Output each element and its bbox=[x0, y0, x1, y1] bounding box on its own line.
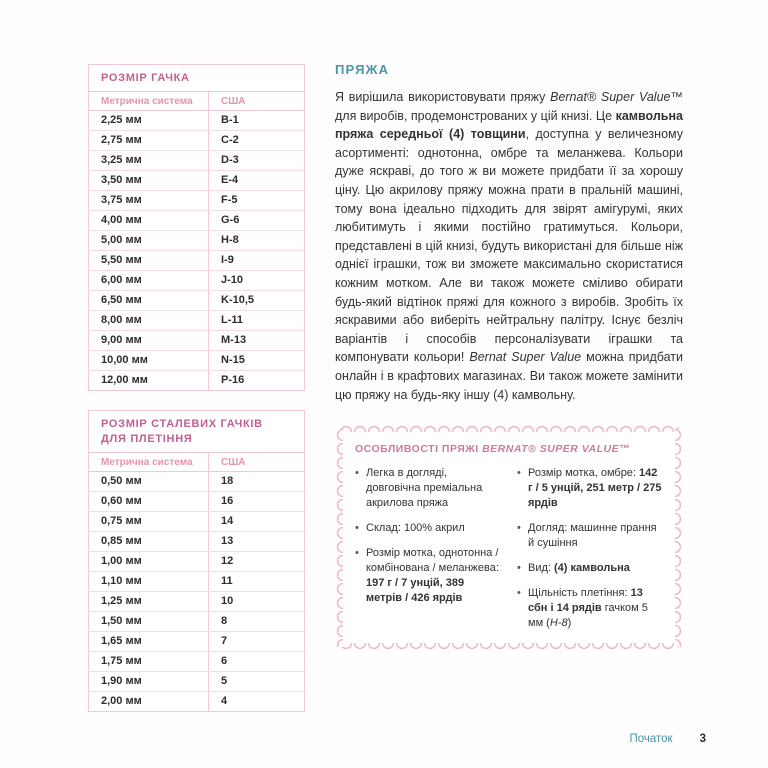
yarn-paragraph: Я вирішила використовувати пряжу Bernat® Super Value™ для виробів, продемонстрованих у цій книзі. Це камвольна пряжа середньої (4) товщини, доступна у величезному асортименті: однотонна, омбре та меланжева. Кольори дуже яскраві, до того ж ви можете придбати її за хорошу ціну. Цю акрилову пряжу можна прати в пральній машині, тому вона ідеально підходить для звірят амігурумі, яких любитимуть і якими постійно гратимуться. Кольори, представлені в цій книзі, будуть використані для більше ніж однієї іграшки, тож ви зможете максимально скористатися кожним мотком. Але ви також можете сміливо обирати будь-який відтінок пряжі для кожного з виробів. Зробіть їх яскравими або виберіть нейтральну палітру. Існує безліч варіантів і способів персоналізувати іграшки та компонувати кольори! Bernat Super Value можна придбати онлайн і в крафтових магазинах. Ви також можете замінити цю пряжу на будь-яку іншу (4) камвольну. bbox=[335, 90, 684, 402]
table-row bbox=[89, 250, 305, 270]
table-row bbox=[89, 671, 305, 691]
table-row bbox=[89, 210, 305, 230]
table-cell: H-8 bbox=[209, 230, 305, 250]
table-cell: 2,75 мм bbox=[89, 130, 209, 150]
table-row bbox=[89, 330, 305, 350]
table-row bbox=[89, 230, 305, 250]
column-header-us: США bbox=[209, 91, 305, 110]
table-cell: 1,10 мм bbox=[89, 571, 209, 591]
table-row bbox=[89, 591, 305, 611]
steel-hook-size-table bbox=[88, 410, 305, 712]
table-row bbox=[89, 290, 305, 310]
table-cell: 1,50 мм bbox=[89, 611, 209, 631]
table-row bbox=[89, 110, 305, 130]
table-cell: I-9 bbox=[209, 250, 305, 270]
table-cell: 2,00 мм bbox=[89, 691, 209, 711]
table-cell: 8 bbox=[209, 611, 305, 631]
table-cell: 2,25 мм bbox=[89, 110, 209, 130]
hook-size-table bbox=[88, 64, 305, 391]
table-row bbox=[89, 150, 305, 170]
table-row bbox=[89, 190, 305, 210]
table-cell: M-13 bbox=[209, 330, 305, 350]
table-cell: J-10 bbox=[209, 270, 305, 290]
table-cell: 10,00 мм bbox=[89, 350, 209, 370]
feature-item: • Склад: 100% акрил bbox=[355, 521, 501, 536]
table-row bbox=[89, 370, 305, 390]
table-row bbox=[89, 551, 305, 571]
steel-hook-size-table-title: РОЗМІР СТАЛЕВИХ ГАЧКІВ ДЛЯ ПЛЕТІННЯ bbox=[89, 410, 305, 452]
table-cell: L-11 bbox=[209, 310, 305, 330]
feature-item: • Догляд: машинне прання й сушіння bbox=[517, 521, 663, 551]
table-cell: K-10,5 bbox=[209, 290, 305, 310]
page-number: 3 bbox=[699, 733, 706, 745]
features-list-left bbox=[355, 466, 501, 641]
table-cell: E-4 bbox=[209, 170, 305, 190]
table-cell: C-2 bbox=[209, 130, 305, 150]
table-cell: 6,50 мм bbox=[89, 290, 209, 310]
page-footer bbox=[629, 733, 706, 745]
yarn-section-title: ПРЯЖА bbox=[335, 62, 390, 77]
table-row bbox=[89, 170, 305, 190]
table-cell: F-5 bbox=[209, 190, 305, 210]
table-cell: 16 bbox=[209, 491, 305, 511]
table-cell: 0,75 мм bbox=[89, 511, 209, 531]
table-cell: 1,75 мм bbox=[89, 651, 209, 671]
yarn-features-box bbox=[335, 424, 683, 651]
table-cell: 13 bbox=[209, 531, 305, 551]
footer-section-label: Початок bbox=[629, 733, 673, 745]
table-row bbox=[89, 471, 305, 491]
scallop-border-left bbox=[335, 428, 343, 647]
table-row bbox=[89, 130, 305, 150]
table-row bbox=[89, 651, 305, 671]
table-row bbox=[89, 631, 305, 651]
column-header-us: США bbox=[209, 452, 305, 471]
table-cell: 0,85 мм bbox=[89, 531, 209, 551]
features-box-title: ОСОБЛИВОСТІ ПРЯЖІ BERNAT® SUPER VALUE™ bbox=[355, 443, 631, 456]
table-row bbox=[89, 270, 305, 290]
tables-column bbox=[88, 64, 305, 731]
scallop-border-top bbox=[339, 424, 679, 432]
table-cell: P-16 bbox=[221, 374, 245, 387]
scallop-border-right bbox=[675, 428, 683, 647]
scallop-border-bottom bbox=[339, 643, 679, 651]
table-cell: 11 bbox=[209, 571, 305, 591]
feature-item: • Легка в догляді, довговічна преміальна акрилова пряжа bbox=[355, 466, 501, 511]
article-column bbox=[335, 62, 683, 651]
table-cell: 18 bbox=[209, 471, 305, 491]
table-cell: B-1 bbox=[209, 110, 305, 130]
table-cell: 1,90 мм bbox=[89, 671, 209, 691]
table-row bbox=[89, 571, 305, 591]
table-cell: 4 bbox=[221, 695, 228, 708]
table-row bbox=[89, 611, 305, 631]
table-cell: 0,60 мм bbox=[89, 491, 209, 511]
table-cell: 5 bbox=[209, 671, 305, 691]
table-cell: G-6 bbox=[209, 210, 305, 230]
column-header-metric: Метрична система bbox=[89, 452, 209, 471]
feature-item: • Вид: (4) камвольна bbox=[517, 561, 663, 576]
features-list-right bbox=[517, 466, 663, 641]
table-cell: 0,50 мм bbox=[89, 471, 209, 491]
table-cell: 4,00 мм bbox=[89, 210, 209, 230]
feature-item: • Щільність плетіння: 13 сбн і 14 рядів гачком 5 мм (H-8) bbox=[517, 586, 663, 631]
table-row bbox=[89, 531, 305, 551]
table-cell: 1,25 мм bbox=[89, 591, 209, 611]
table-row bbox=[89, 350, 305, 370]
table-cell: 9,00 мм bbox=[89, 330, 209, 350]
table-cell: 5,00 мм bbox=[89, 230, 209, 250]
table-cell: 1,00 мм bbox=[89, 551, 209, 571]
table-cell: 6,00 мм bbox=[89, 270, 209, 290]
table-cell: 12 bbox=[209, 551, 305, 571]
table-row bbox=[89, 310, 305, 330]
table-row bbox=[89, 491, 305, 511]
table-cell: 12,00 мм bbox=[89, 370, 209, 390]
table-cell: 1,65 мм bbox=[89, 631, 209, 651]
table-row bbox=[89, 511, 305, 531]
table-cell: 14 bbox=[209, 511, 305, 531]
table-row bbox=[89, 691, 305, 711]
table-cell: 5,50 мм bbox=[89, 250, 209, 270]
table-cell: 3,50 мм bbox=[89, 170, 209, 190]
feature-item: • Розмір мотка, омбре: 142 г / 5 унцій, 251 метр / 275 ярдів bbox=[517, 466, 663, 511]
table-cell: 3,75 мм bbox=[89, 190, 209, 210]
features-box-columns bbox=[355, 466, 663, 641]
hook-size-table-title: РОЗМІР ГАЧКА bbox=[89, 65, 305, 92]
hook-size-table-body bbox=[89, 110, 305, 390]
table-cell: D-3 bbox=[209, 150, 305, 170]
column-header-metric: Метрична система bbox=[89, 91, 209, 110]
table-cell: 10 bbox=[209, 591, 305, 611]
feature-item: • Розмір мотка, однотонна / комбінована / меланжева: 197 г / 7 унцій, 389 метрів / 426 ярдів bbox=[355, 546, 501, 606]
steel-hook-size-table-body bbox=[89, 471, 305, 711]
table-cell: 6 bbox=[209, 651, 305, 671]
table-cell: 3,25 мм bbox=[89, 150, 209, 170]
table-cell: 7 bbox=[209, 631, 305, 651]
table-cell: 8,00 мм bbox=[89, 310, 209, 330]
table-cell: N-15 bbox=[209, 350, 305, 370]
